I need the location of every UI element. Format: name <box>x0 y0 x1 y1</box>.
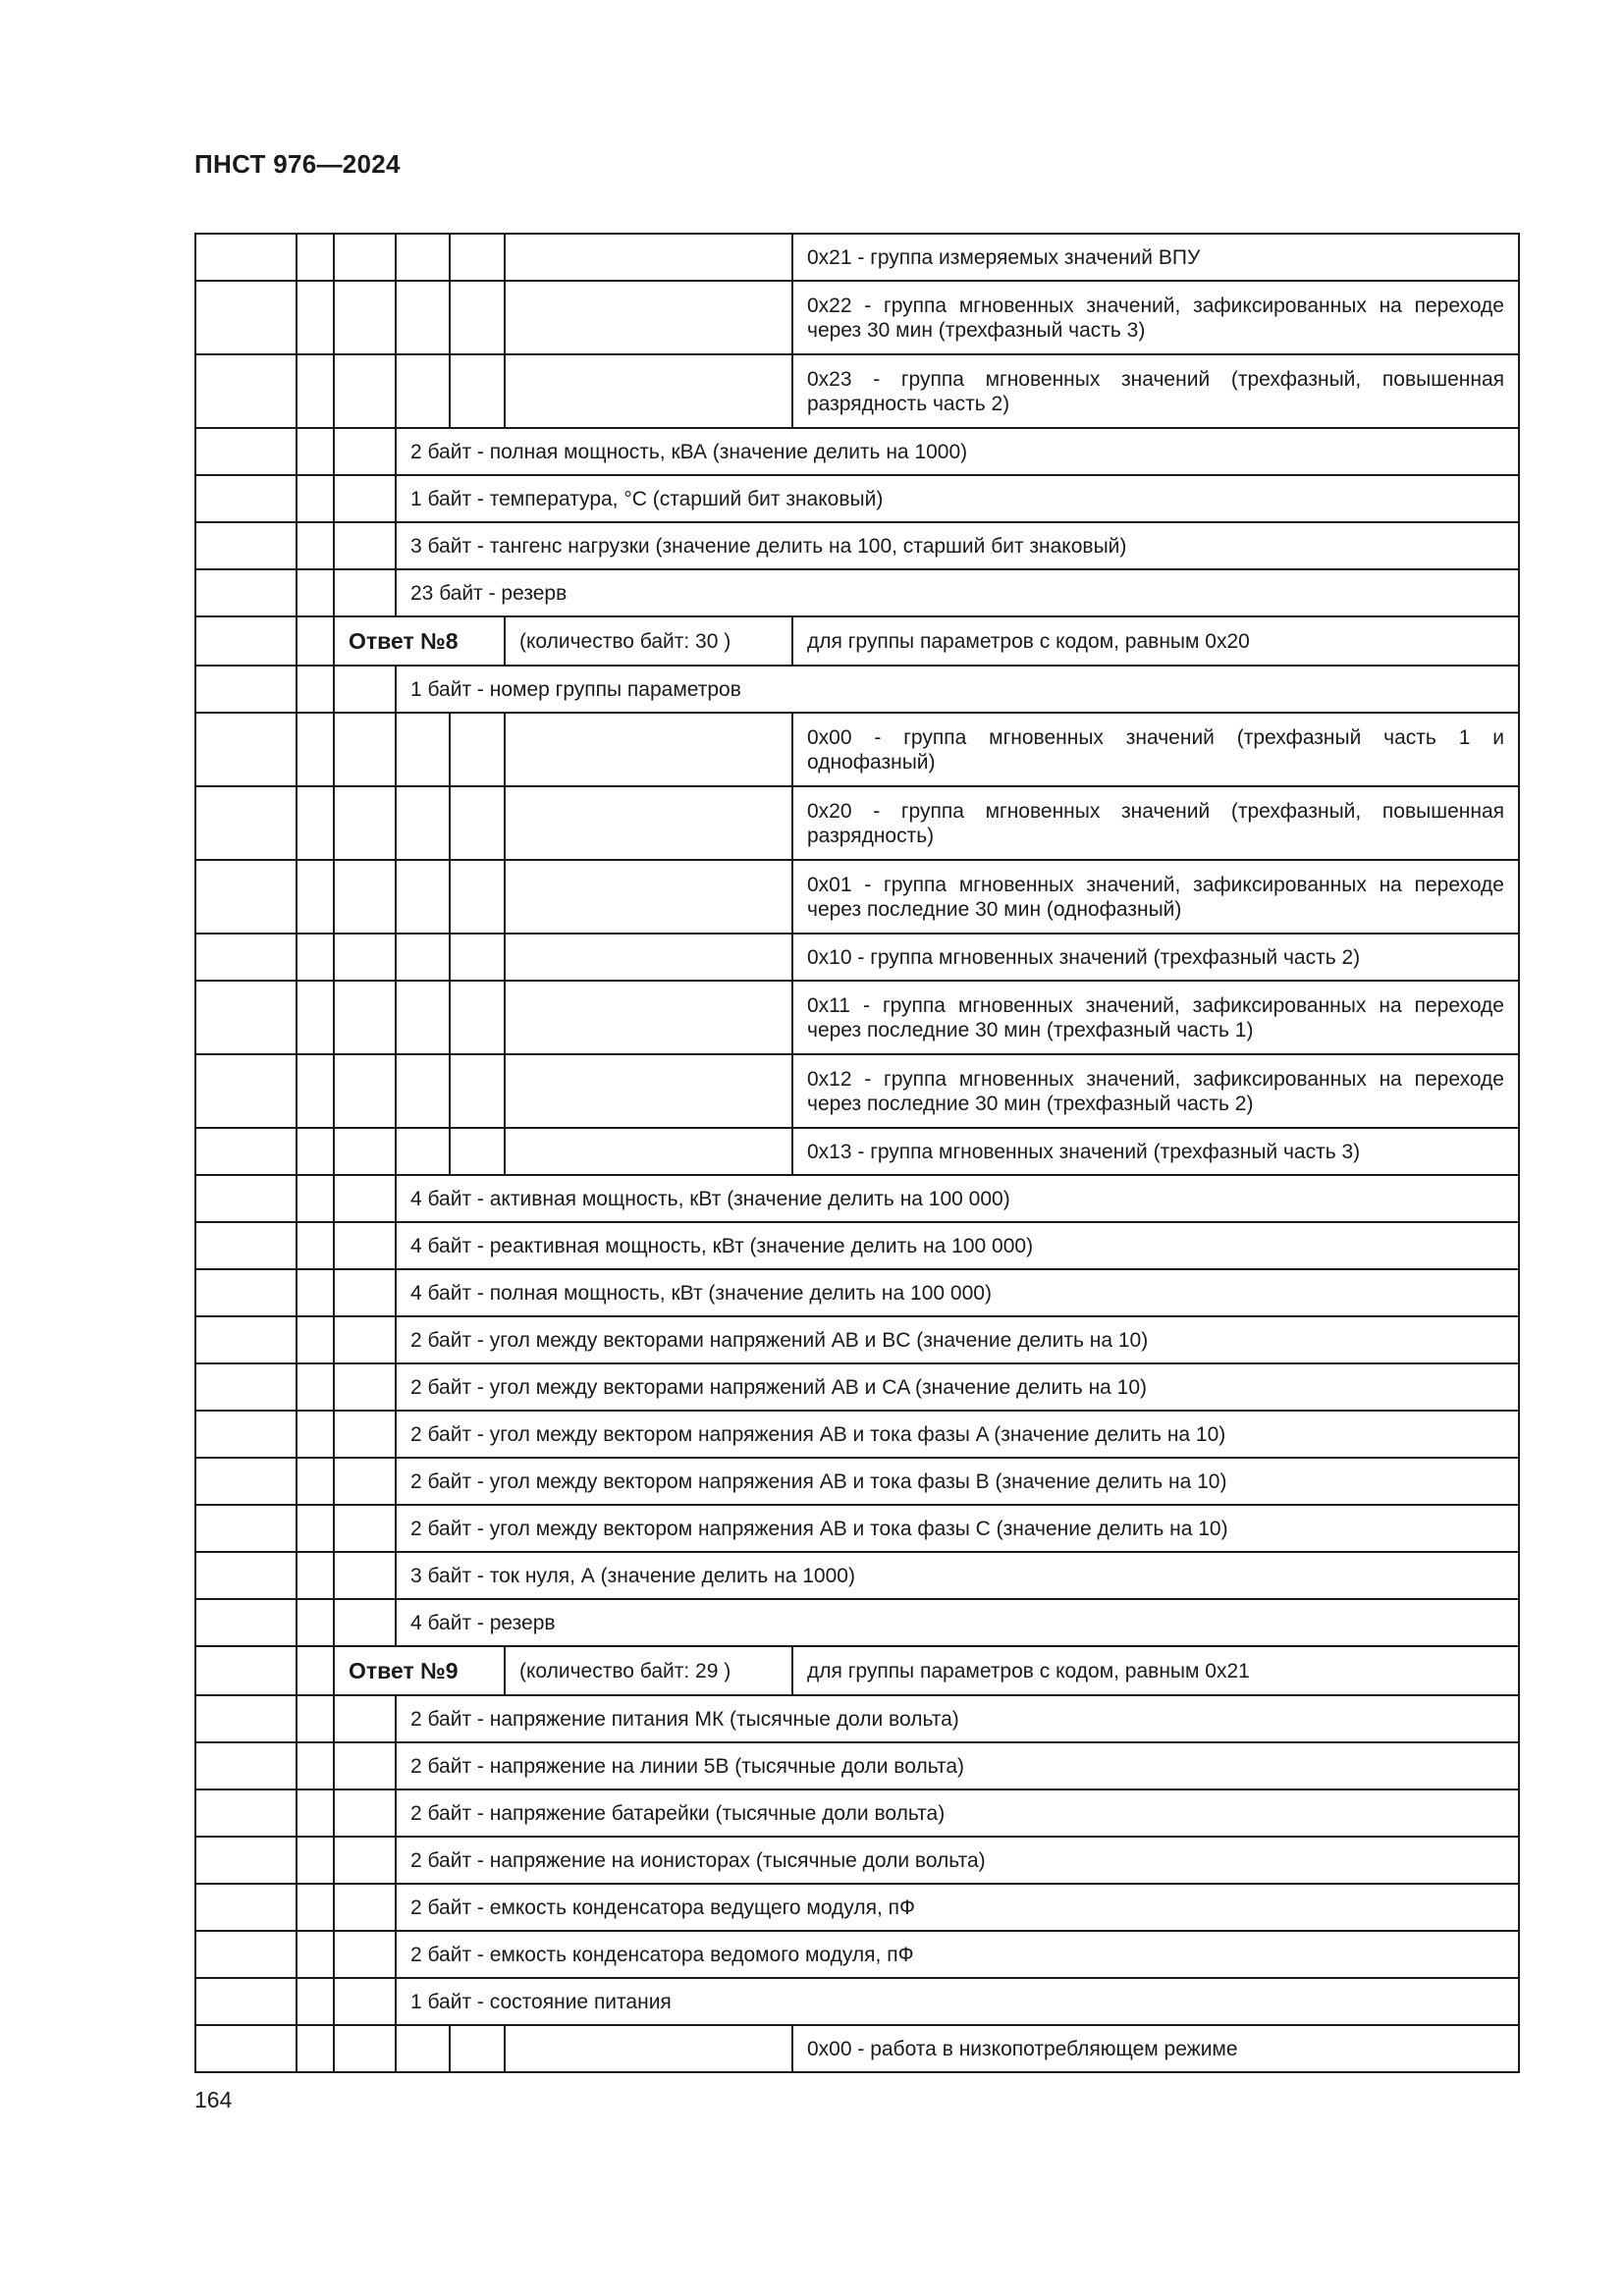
empty-cell <box>195 1599 297 1646</box>
empty-cell <box>195 1269 297 1316</box>
empty-cell <box>297 1599 334 1646</box>
table-row <box>195 569 1519 616</box>
empty-cell <box>450 981 505 1054</box>
empty-cell <box>195 1458 297 1505</box>
empty-cell <box>195 786 297 860</box>
empty-cell <box>334 2025 396 2072</box>
field-description: 4 байт - полная мощность, кВт (значение делить на 100 000) <box>396 1269 1519 1316</box>
empty-cell <box>334 522 396 569</box>
empty-cell <box>297 1363 334 1411</box>
empty-cell <box>450 2025 505 2072</box>
table-row <box>195 522 1519 569</box>
empty-cell <box>505 786 792 860</box>
table-row <box>195 1054 1519 1128</box>
empty-cell <box>195 569 297 616</box>
empty-cell <box>297 1505 334 1552</box>
empty-cell <box>297 666 334 713</box>
empty-cell <box>396 860 450 934</box>
empty-cell <box>297 1789 334 1837</box>
table-row <box>195 2025 1519 2072</box>
empty-cell <box>195 1695 297 1742</box>
empty-cell <box>396 786 450 860</box>
field-description: 2 байт - емкость конденсатора ведомого модуля, пФ <box>396 1931 1519 1978</box>
subvalue-cell: 0x10 - группа мгновенных значений (трехфазный часть 2) <box>792 934 1519 981</box>
field-description: 2 байт - угол между векторами напряжений AB и BC (значение делить на 10) <box>396 1316 1519 1363</box>
empty-cell <box>334 713 396 786</box>
empty-cell <box>396 354 450 428</box>
table-row <box>195 1646 1519 1695</box>
table-row <box>195 860 1519 934</box>
table-row <box>195 666 1519 713</box>
empty-cell <box>334 934 396 981</box>
empty-cell <box>334 1695 396 1742</box>
response-description: для группы параметров с кодом, равным 0x21 <box>792 1646 1519 1695</box>
field-description: 2 байт - напряжение на ионисторах (тысячные доли вольта) <box>396 1837 1519 1884</box>
empty-cell <box>297 1316 334 1363</box>
response-title: Ответ №8 <box>334 616 505 666</box>
empty-cell <box>195 1837 297 1884</box>
empty-cell <box>334 1552 396 1599</box>
empty-cell <box>396 281 450 354</box>
subvalue-cell: 0x21 - группа измеряемых значений ВПУ <box>792 234 1519 281</box>
table-row <box>195 354 1519 428</box>
table-row <box>195 1789 1519 1837</box>
empty-cell <box>297 1411 334 1458</box>
empty-cell <box>334 1599 396 1646</box>
empty-cell <box>297 981 334 1054</box>
empty-cell <box>297 1695 334 1742</box>
empty-cell <box>195 1316 297 1363</box>
empty-cell <box>505 981 792 1054</box>
empty-cell <box>297 1552 334 1599</box>
table-row <box>195 1599 1519 1646</box>
empty-cell <box>195 1505 297 1552</box>
table-row <box>195 1552 1519 1599</box>
empty-cell <box>396 2025 450 2072</box>
empty-cell <box>297 713 334 786</box>
empty-cell <box>297 860 334 934</box>
empty-cell <box>396 713 450 786</box>
field-description: 1 байт - температура, °C (старший бит знаковый) <box>396 475 1519 522</box>
subvalue-cell: 0x00 - группа мгновенных значений (трехфазный часть 1 и однофазный) <box>792 713 1519 786</box>
empty-cell <box>334 1054 396 1128</box>
field-description: 2 байт - угол между вектором напряжения AB и тока фазы C (значение делить на 10) <box>396 1505 1519 1552</box>
table-row <box>195 475 1519 522</box>
document-header: ПНСТ 976—2024 <box>194 149 401 179</box>
table-row <box>195 234 1519 281</box>
field-description: 4 байт - активная мощность, кВт (значение делить на 100 000) <box>396 1175 1519 1222</box>
table-row <box>195 281 1519 354</box>
empty-cell <box>297 428 334 475</box>
empty-cell <box>195 616 297 666</box>
empty-cell <box>505 1128 792 1175</box>
table-row <box>195 786 1519 860</box>
empty-cell <box>334 1837 396 1884</box>
table-row <box>195 1742 1519 1789</box>
empty-cell <box>334 1978 396 2025</box>
table-row <box>195 1837 1519 1884</box>
empty-cell <box>334 1931 396 1978</box>
empty-cell <box>334 860 396 934</box>
field-description: 1 байт - номер группы параметров <box>396 666 1519 713</box>
subvalue-cell: 0x22 - группа мгновенных значений, зафиксированных на переходе через 30 мин (трехфазный часть 3) <box>792 281 1519 354</box>
byte-count: (количество байт: 30 ) <box>505 616 792 666</box>
protocol-table-body <box>195 234 1519 2072</box>
empty-cell <box>195 1646 297 1695</box>
empty-cell <box>195 1884 297 1931</box>
subvalue-cell: 0x01 - группа мгновенных значений, зафиксированных на переходе через последние 30 мин (однофазный) <box>792 860 1519 934</box>
empty-cell <box>334 281 396 354</box>
empty-cell <box>195 666 297 713</box>
empty-cell <box>450 281 505 354</box>
field-description: 4 байт - резерв <box>396 1599 1519 1646</box>
empty-cell <box>334 1363 396 1411</box>
empty-cell <box>297 234 334 281</box>
field-description: 2 байт - напряжение на линии 5В (тысячные доли вольта) <box>396 1742 1519 1789</box>
empty-cell <box>450 234 505 281</box>
empty-cell <box>195 1175 297 1222</box>
empty-cell <box>297 522 334 569</box>
empty-cell <box>450 1128 505 1175</box>
empty-cell <box>334 354 396 428</box>
empty-cell <box>334 1175 396 1222</box>
field-description: 2 байт - угол между вектором напряжения AB и тока фазы A (значение делить на 10) <box>396 1411 1519 1458</box>
page-number: 164 <box>194 2087 233 2112</box>
empty-cell <box>334 428 396 475</box>
field-description: 23 байт - резерв <box>396 569 1519 616</box>
empty-cell <box>334 1222 396 1269</box>
empty-cell <box>450 934 505 981</box>
table-row <box>195 1884 1519 1931</box>
empty-cell <box>334 1458 396 1505</box>
empty-cell <box>505 234 792 281</box>
empty-cell <box>396 934 450 981</box>
empty-cell <box>334 1789 396 1837</box>
subvalue-cell: 0x23 - группа мгновенных значений (трехфазный, повышенная разрядность часть 2) <box>792 354 1519 428</box>
field-description: 1 байт - состояние питания <box>396 1978 1519 2025</box>
empty-cell <box>297 1931 334 1978</box>
empty-cell <box>505 281 792 354</box>
empty-cell <box>297 1742 334 1789</box>
table-row <box>195 1458 1519 1505</box>
empty-cell <box>195 1363 297 1411</box>
table-row <box>195 981 1519 1054</box>
table-row <box>195 1316 1519 1363</box>
empty-cell <box>297 616 334 666</box>
response-description: для группы параметров с кодом, равным 0x20 <box>792 616 1519 666</box>
empty-cell <box>195 234 297 281</box>
empty-cell <box>297 1884 334 1931</box>
empty-cell <box>195 281 297 354</box>
subvalue-cell: 0x20 - группа мгновенных значений (трехфазный, повышенная разрядность) <box>792 786 1519 860</box>
empty-cell <box>505 713 792 786</box>
empty-cell <box>195 1789 297 1837</box>
empty-cell <box>195 1931 297 1978</box>
empty-cell <box>297 1128 334 1175</box>
table-row <box>195 616 1519 666</box>
empty-cell <box>505 354 792 428</box>
protocol-table <box>194 233 1520 2073</box>
empty-cell <box>334 1411 396 1458</box>
empty-cell <box>396 1054 450 1128</box>
table-row <box>195 1175 1519 1222</box>
table-row <box>195 1222 1519 1269</box>
empty-cell <box>334 234 396 281</box>
table-row <box>195 1363 1519 1411</box>
empty-cell <box>297 934 334 981</box>
table-row <box>195 1695 1519 1742</box>
empty-cell <box>505 860 792 934</box>
empty-cell <box>297 1646 334 1695</box>
table-row <box>195 1505 1519 1552</box>
empty-cell <box>195 475 297 522</box>
empty-cell <box>396 234 450 281</box>
field-description: 2 байт - угол между векторами напряжений AB и CA (значение делить на 10) <box>396 1363 1519 1411</box>
empty-cell <box>334 1884 396 1931</box>
field-description: 2 байт - угол между вектором напряжения AB и тока фазы B (значение делить на 10) <box>396 1458 1519 1505</box>
empty-cell <box>334 1742 396 1789</box>
empty-cell <box>505 934 792 981</box>
empty-cell <box>195 522 297 569</box>
empty-cell <box>297 1175 334 1222</box>
empty-cell <box>297 1837 334 1884</box>
empty-cell <box>334 981 396 1054</box>
empty-cell <box>334 475 396 522</box>
empty-cell <box>195 1742 297 1789</box>
empty-cell <box>195 2025 297 2072</box>
empty-cell <box>396 981 450 1054</box>
table-row <box>195 1128 1519 1175</box>
empty-cell <box>297 1054 334 1128</box>
empty-cell <box>195 934 297 981</box>
empty-cell <box>297 1458 334 1505</box>
empty-cell <box>195 1222 297 1269</box>
empty-cell <box>297 475 334 522</box>
empty-cell <box>195 1978 297 2025</box>
empty-cell <box>195 1411 297 1458</box>
field-description: 2 байт - напряжение батарейки (тысячные доли вольта) <box>396 1789 1519 1837</box>
empty-cell <box>195 860 297 934</box>
field-description: 3 байт - ток нуля, А (значение делить на 1000) <box>396 1552 1519 1599</box>
table-row <box>195 1978 1519 2025</box>
empty-cell <box>297 281 334 354</box>
empty-cell <box>505 1054 792 1128</box>
empty-cell <box>195 1054 297 1128</box>
empty-cell <box>297 786 334 860</box>
table-row <box>195 934 1519 981</box>
field-description: 4 байт - реактивная мощность, кВт (значение делить на 100 000) <box>396 1222 1519 1269</box>
empty-cell <box>297 2025 334 2072</box>
empty-cell <box>334 1316 396 1363</box>
table-row <box>195 1931 1519 1978</box>
table-row <box>195 428 1519 475</box>
empty-cell <box>195 713 297 786</box>
table-row <box>195 1411 1519 1458</box>
subvalue-cell: 0x11 - группа мгновенных значений, зафиксированных на переходе через последние 30 мин (трехфазный часть 1) <box>792 981 1519 1054</box>
field-description: 2 байт - полная мощность, кВА (значение делить на 1000) <box>396 428 1519 475</box>
empty-cell <box>450 860 505 934</box>
empty-cell <box>195 1552 297 1599</box>
subvalue-cell: 0x13 - группа мгновенных значений (трехфазный часть 3) <box>792 1128 1519 1175</box>
empty-cell <box>334 569 396 616</box>
empty-cell <box>195 428 297 475</box>
empty-cell <box>334 1505 396 1552</box>
empty-cell <box>195 354 297 428</box>
empty-cell <box>297 1222 334 1269</box>
empty-cell <box>450 786 505 860</box>
response-title: Ответ №9 <box>334 1646 505 1695</box>
empty-cell <box>195 1128 297 1175</box>
empty-cell <box>334 666 396 713</box>
table-row <box>195 1269 1519 1316</box>
subvalue-cell: 0x12 - группа мгновенных значений, зафиксированных на переходе через последние 30 мин (трехфазный часть 2) <box>792 1054 1519 1128</box>
empty-cell <box>297 354 334 428</box>
empty-cell <box>450 713 505 786</box>
empty-cell <box>334 1128 396 1175</box>
byte-count: (количество байт: 29 ) <box>505 1646 792 1695</box>
empty-cell <box>396 1128 450 1175</box>
empty-cell <box>450 354 505 428</box>
empty-cell <box>195 981 297 1054</box>
empty-cell <box>297 1269 334 1316</box>
subvalue-cell: 0x00 - работа в низкопотребляющем режиме <box>792 2025 1519 2072</box>
empty-cell <box>450 1054 505 1128</box>
empty-cell <box>334 1269 396 1316</box>
empty-cell <box>297 569 334 616</box>
field-description: 2 байт - емкость конденсатора ведущего модуля, пФ <box>396 1884 1519 1931</box>
empty-cell <box>297 1978 334 2025</box>
empty-cell <box>334 786 396 860</box>
field-description: 3 байт - тангенс нагрузки (значение делить на 100, старший бит знаковый) <box>396 522 1519 569</box>
table-row <box>195 713 1519 786</box>
field-description: 2 байт - напряжение питания МК (тысячные доли вольта) <box>396 1695 1519 1742</box>
empty-cell <box>505 2025 792 2072</box>
